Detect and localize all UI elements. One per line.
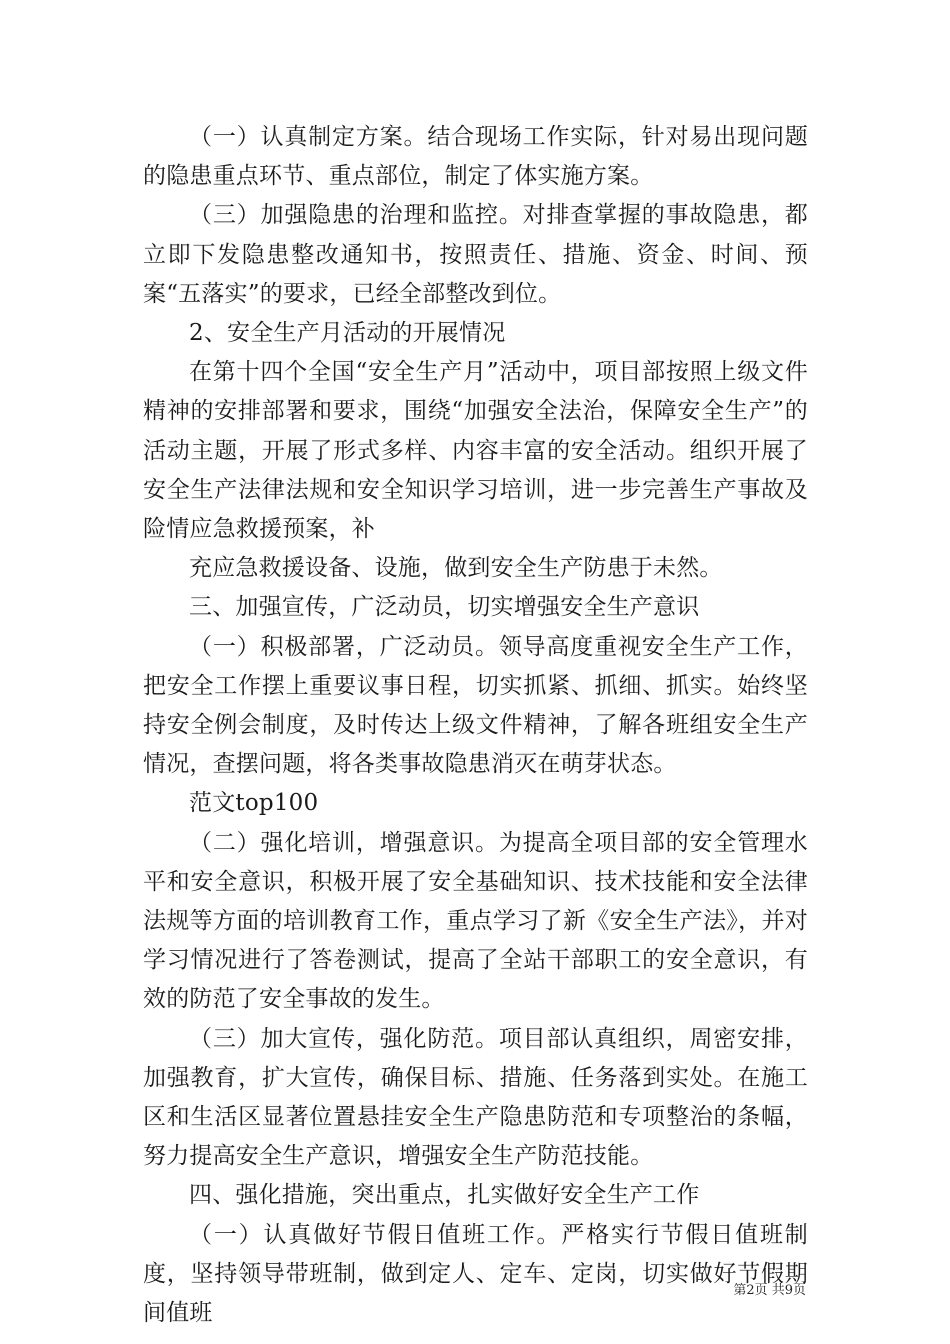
paragraph-emergency-equipment: 充应急救援设备、设施，做到安全生产防患于未然。 <box>189 555 723 582</box>
paragraph-training: （二）强化培训，增强意识。为提高全项目部的安全管理水平和安全意识，积极开展了安全基础知识、技术技能和安全法律法规等方面的培训教育工作，重点学习了新《安全生产法》，并对学习情况进行了答卷测试，提高了全站干部职工的安全意识，有效的防范了安全事故的发生。 <box>143 829 808 1013</box>
paragraph-safety-month-activities: 在第十四个全国“安全生产月”活动中，项目部按照上级文件精神的安排部署和要求，围绕“加强安全法治，保障安全生产”的活动主题，开展了形式多样、内容丰富的安全活动。组织开展了安全生产法律法规和安全知识学习培训，进一步完善生产事故及险情应急救援预案，补 <box>143 359 808 543</box>
paragraph-hazard-governance: （三）加强隐患的治理和监控。对排查掌握的事故隐患，都立即下发隐患整改通知书，按照责任、措施、资金、时间、预案“五落实”的要求，已经全部整改到位。 <box>143 202 808 307</box>
paragraph-formulate-plan: （一）认真制定方案。结合现场工作实际，针对易出现问题的隐患重点环节、重点部位，制定了体实施方案。 <box>143 124 808 190</box>
section-heading-measures: 四、强化措施，突出重点，扎实做好安全生产工作 <box>189 1182 700 1209</box>
watermark-text-line: 范文top100 <box>189 790 319 817</box>
paragraph-active-deployment: （一）积极部署，广泛动员。领导高度重视安全生产工作，把安全工作摆上重要议事日程，切实抓紧、抓细、抓实。始终坚持安全例会制度，及时传达上级文件精神，了解各班组安全生产情况，查摆问题，将各类事故隐患消灭在萌芽状态。 <box>143 633 808 778</box>
section-heading-safety-month: 2、安全生产月活动的开展情况 <box>189 320 506 347</box>
paragraph-holiday-duty: （一）认真做好节假日值班工作。严格实行节假日值班制度，坚持领导带班制，做到定人、定车、定岗，切实做好节假期间值班 <box>143 1221 808 1327</box>
paragraph-publicity-prevention: （三）加大宣传，强化防范。项目部认真组织，周密安排，加强教育，扩大宣传，确保目标、措施、任务落到实处。在施工区和生活区显著位置悬挂安全生产隐患防范和专项整治的条幅，努力提高安全生产意识，增强安全生产防范技能。 <box>143 1025 808 1170</box>
page-number-footer: 第2页 共9页 <box>733 1283 806 1298</box>
document-body <box>143 118 808 1333</box>
section-heading-publicity: 三、加强宣传，广泛动员，切实增强安全生产意识 <box>189 594 700 621</box>
